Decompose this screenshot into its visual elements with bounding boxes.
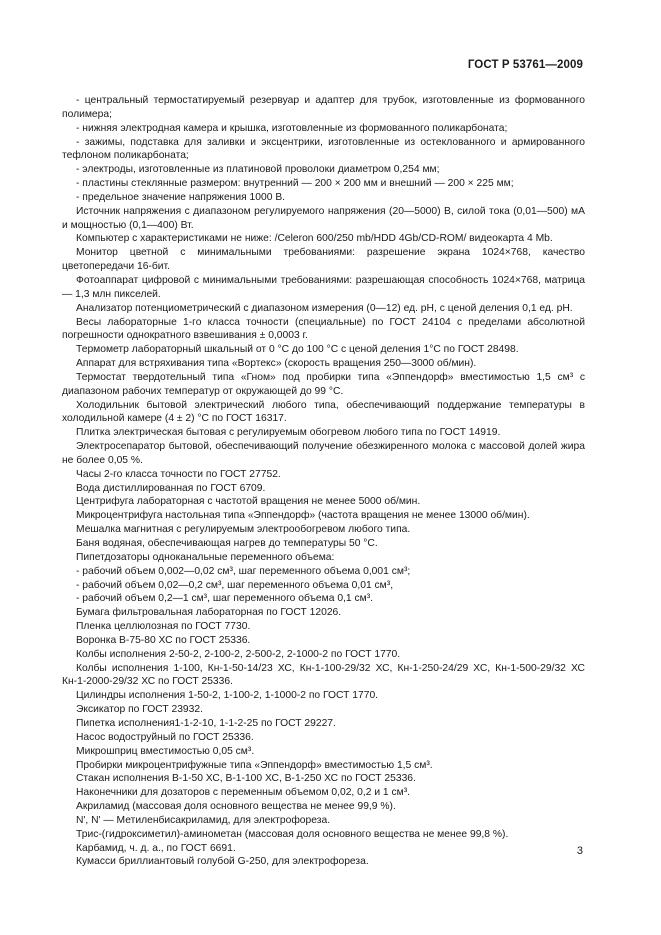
paragraph: - пластины стеклянные размером: внутренний — 200 × 200 мм и внешний — 200 × 225 мм; [76,178,514,190]
paragraph: Трис-(гидроксиметил)-аминометан (массовая доля основного вещества не менее 99,8 %). [76,828,509,840]
paragraph: Стакан исполнения В-1-50 ХС, В-1-100 ХС, В-1-250 ХС по ГОСТ 25336. [76,773,416,785]
paragraph: Плитка электрическая бытовая с регулируемым обогревом любого типа по ГОСТ 14919. [76,427,501,439]
paragraph: Баня водяная, обеспечивающая нагрев до температуры 50 °С. [76,538,378,549]
paragraph: Насос водоструйный по ГОСТ 25336. [76,731,254,743]
paragraph: Мешалка магнитная с регулируемым электрообогревом любого типа. [76,524,411,536]
paragraph: Бумага фильтровальная лабораторная по ГОСТ 12026. [76,607,342,619]
paragraph: Фотоаппарат цифровой с минимальными требованиями: разрешающая способность 1024×768, матрица — 1,3 млн пикселей. [62,274,585,300]
paragraph: Компьютер с характеристиками не ниже: /Celeron 600/250 mb/HDD 4Gb/CD-ROM/ видеокарта 4 Mb. [76,233,553,245]
paragraph: Кумасси бриллиантовый голубой G-250, для электрофореза. [76,856,369,868]
paragraph: Цилиндры исполнения 1-50-2, 1-100-2, 1-1000-2 по ГОСТ 1770. [76,690,379,702]
paragraph: Микроцентрифуга настольная типа «Эппендорф» (частота вращения не менее 13000 об/мин). [76,510,530,522]
page-number: 3 [576,845,583,857]
paragraph: - рабочий объем 0,2—1 см³, шаг переменного объема 0,1 см³. [76,593,374,605]
paragraph: Карбамид, ч. д. а., по ГОСТ 6691. [76,842,236,854]
paragraph: - рабочий объем 0,02—0,2 см³, шаг переменного объема 0,01 см³, [76,579,394,591]
paragraph: Колбы исполнения 1-100, Кн-1-50-14/23 ХС, Кн-1-100-29/32 ХС, Кн-1-250-24/29 ХС, Кн-1-500-29/32 ХС Кн-1-2000-29/32 ХС по ГОСТ 25336. [62,662,585,688]
paragraph: Пробирки микроцентрифужные типа «Эппендорф» вместимостью 1,5 см³. [76,759,433,771]
paragraph: Термостат твердотельный типа «Гном» под пробирки типа «Эппендорф» вместимостью 1,5 см³ с диапазоном рабочих температур от окружающей до 99 °С. [62,371,585,397]
paragraph: - центральный термостатируемый резервуар и адаптер для трубок, изготовленные из формованного полимера; [62,95,585,120]
paragraph: Пипетдозаторы одноканальные переменного объема: [76,551,335,563]
document-header: ГОСТ Р 53761—2009 [467,59,583,71]
paragraph: Источник напряжения с диапазоном регулируемого напряжения (20—5000) В, силой тока (0,01—500) мА и мощностью (0,1—400) Вт. [62,205,585,231]
paragraph: - предельное значение напряжения 1000 В. [76,191,286,203]
paragraph: - зажимы, подставка для заливки и эксцентрики, изготовленные из остеклованного и армированного тефлоном поликарбоната; [62,136,585,162]
paragraph: Пленка целлюлозная по ГОСТ 7730. [76,621,251,633]
paragraph: N', N' — Метиленбисакриламид, для электрофореза. [76,814,331,826]
document-body [62,94,585,869]
paragraph: Весы лабораторные 1-го класса точности (специальные) по ГОСТ 24104 с пределами абсолютной погрешности однократного взвешивания ± 0,0003 г. [62,316,585,342]
paragraph: Холодильник бытовой электрический любого типа, обеспечивающий поддержание температуры в холодильной камере (4 ± 2) °С по ГОСТ 16317. [62,399,585,425]
paragraph: Эксикатор по ГОСТ 23932. [76,704,203,716]
paragraph: Аппарат для встряхивания типа «Вортекс» (скорость вращения 250—3000 об/мин). [76,358,477,370]
paragraph: Термометр лабораторный шкальный от 0 °С до 100 °С с ценой деления 1°С по ГОСТ 28498. [76,344,519,356]
paragraph: Монитор цветной с минимальными требованиями: разрешение экрана 1024×768, качество цветопередачи 16-бит. [62,247,585,273]
paragraph: Наконечники для дозаторов с переменным объемом 0,02, 0,2 и 1 см³. [76,787,411,799]
paragraph: Анализатор потенциометрический с диапазоном измерения (0—12) ед. pH, с ценой деления 0,1 ед. pH. [76,302,573,314]
paragraph: Акриламид (массовая доля основного вещества не менее 99,9 %). [76,801,396,813]
paragraph: Часы 2-го класса точности по ГОСТ 27752. [76,468,281,480]
paragraph: Пипетка исполнения1-1-2-10, 1-1-2-25 по ГОСТ 29227. [76,717,336,729]
paragraph: Воронка В-75-80 ХС по ГОСТ 25336. [76,634,251,646]
paragraph: Колбы исполнения 2-50-2, 2-100-2, 2-500-2, 2-1000-2 по ГОСТ 1770. [76,648,401,660]
paragraph: Центрифуга лабораторная с частотой вращения не менее 5000 об/мин. [76,496,421,508]
paragraph: - нижняя электродная камера и крышка, изготовленные из формованного поликарбоната; [76,122,508,134]
paragraph: Электросепаратор бытовой, обеспечивающий получение обезжиренного молока с массовой долей жира не более 0,05 %. [62,441,585,466]
paragraph: - рабочий объем 0,002—0,02 см³, шаг переменного объема 0,001 см³; [76,565,411,577]
paragraph: Вода дистиллированная по ГОСТ 6709. [76,482,266,494]
paragraph: - электроды, изготовленные из платиновой проволоки диаметром 0,254 мм; [76,164,440,176]
paragraph: Микрошприц вместимостью 0,05 см³. [76,745,255,757]
